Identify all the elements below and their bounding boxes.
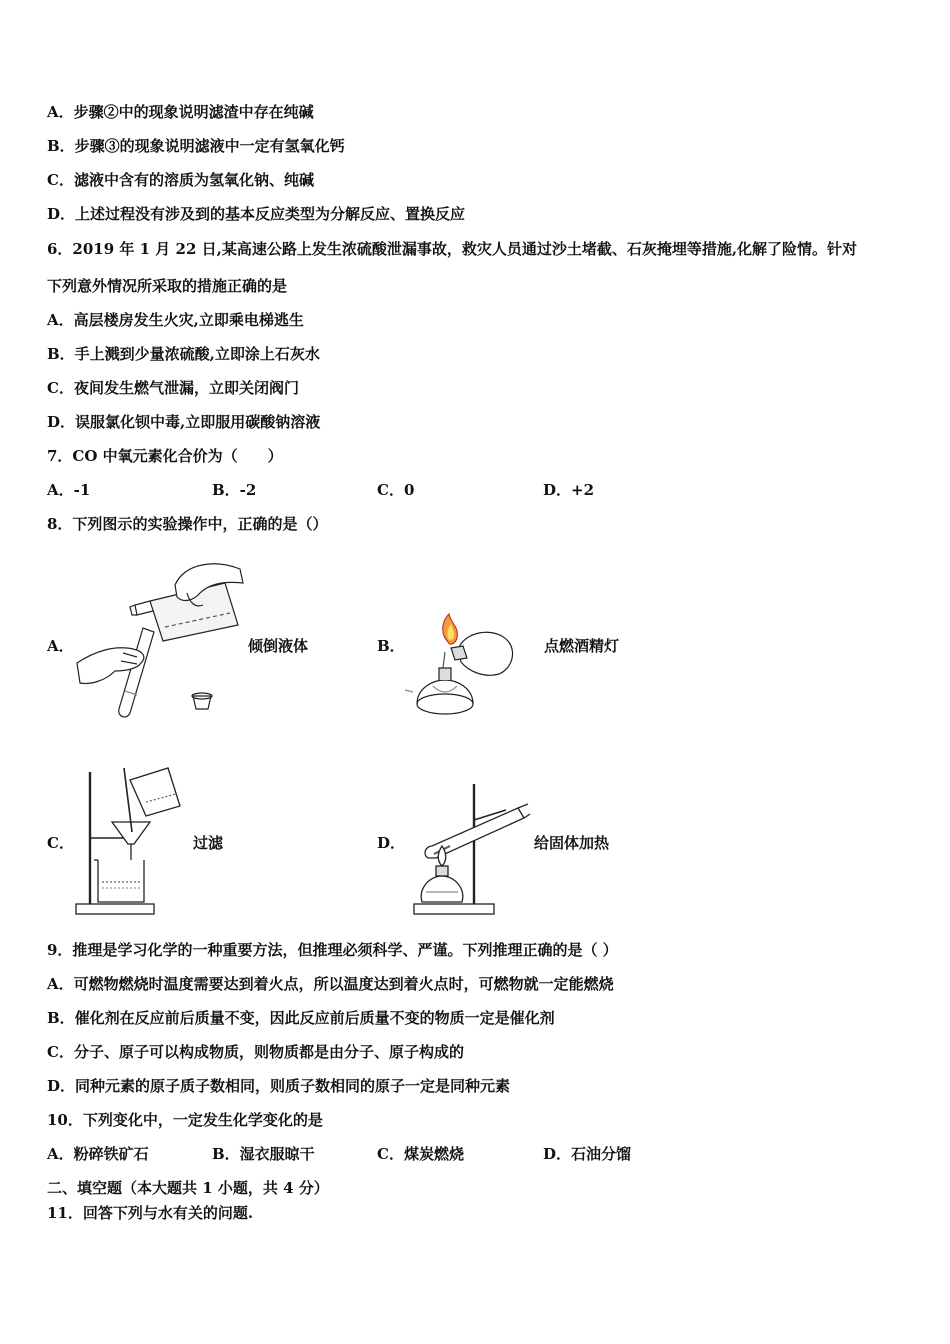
q9-option-b: B．催化剂在反应前后质量不变，因此反应前后质量不变的物质一定是催化剂	[47, 1009, 555, 1027]
q9-option-d: D．同种元素的原子质子数相同，则质子数相同的原子一定是同种元素	[47, 1077, 511, 1095]
q8-option-b-letter: B．	[377, 637, 405, 655]
q7-option-c: C．0	[377, 481, 415, 499]
q8-option-d-letter: D．	[377, 834, 406, 852]
q8-option-d-caption: 给固体加热	[534, 834, 610, 852]
q8-option-a-letter: A．	[47, 637, 74, 655]
q6-option-d: D．误服氯化钡中毒,立即服用碳酸钠溶液	[47, 413, 321, 431]
q9-option-c: C．分子、原子可以构成物质，则物质都是由分子、原子构成的	[47, 1043, 464, 1061]
q8-option-a-caption: 倾倒液体	[248, 637, 309, 655]
q8-option-b-caption: 点燃酒精灯	[544, 637, 620, 655]
q10-option-c: C．煤炭燃烧	[377, 1145, 464, 1163]
q10-option-d: D．石油分馏	[543, 1145, 632, 1163]
section-heading: 二、填空题（本大题共 1 小题，共 4 分）	[47, 1179, 329, 1197]
pouring-liquid-figure	[75, 553, 245, 723]
heating-solid-figure	[410, 780, 532, 918]
filtration-figure	[72, 766, 187, 918]
q7-options	[0, 480, 950, 500]
q10-option-a: A．粉碎铁矿石	[47, 1145, 149, 1163]
lighting-alcohol-lamp-figure	[403, 612, 533, 722]
q5-option-d: D．上述过程没有涉及到的基本反应类型为分解反应、置换反应	[47, 205, 466, 223]
q9-option-a: A．可燃物燃烧时温度需要达到着火点，所以温度达到着火点时，可燃物就一定能燃烧	[47, 975, 614, 993]
q5-option-b: B．步骤③的现象说明滤液中一定有氢氧化钙	[47, 137, 345, 155]
q11-stem: 11．回答下列与水有关的问题.	[47, 1204, 254, 1222]
q6-option-c: C．夜间发生燃气泄漏，立即关闭阀门	[47, 379, 299, 397]
q6-option-b: B．手上溅到少量浓硫酸,立即涂上石灰水	[47, 345, 320, 363]
q6-stem-line2: 下列意外情况所采取的措施正确的是	[47, 277, 288, 295]
q8-option-c-letter: C．	[47, 834, 74, 852]
q7-option-d: D．+2	[543, 481, 595, 499]
q9-stem: 9．推理是学习化学的一种重要方法，但推理必须科学、严谨。下列推理正确的是（ ）	[47, 941, 618, 959]
q7-stem: 7．CO 中氧元素化合价为（ ）	[47, 447, 283, 465]
q5-option-a: A．步骤②中的现象说明滤渣中存在纯碱	[47, 103, 314, 121]
q10-options	[0, 1144, 950, 1164]
q8-stem: 8．下列图示的实验操作中，正确的是（）	[47, 515, 328, 533]
q6-stem-line1: 6．2019 年 1 月 22 日,某高速公路上发生浓硫酸泄漏事故，救灾人员通过沙土堵截、石灰掩埋等措施,化解了险情。针对	[47, 240, 858, 258]
q7-option-a: A．-1	[47, 481, 91, 499]
q10-option-b: B．湿衣服晾干	[212, 1145, 315, 1163]
q7-option-b: B．-2	[212, 481, 257, 499]
q6-option-a: A．高层楼房发生火灾,立即乘电梯逃生	[47, 311, 304, 329]
q10-stem: 10．下列变化中，一定发生化学变化的是	[47, 1111, 323, 1129]
q5-option-c: C．滤液中含有的溶质为氢氧化钠、纯碱	[47, 171, 314, 189]
q8-option-c-caption: 过滤	[193, 834, 224, 852]
